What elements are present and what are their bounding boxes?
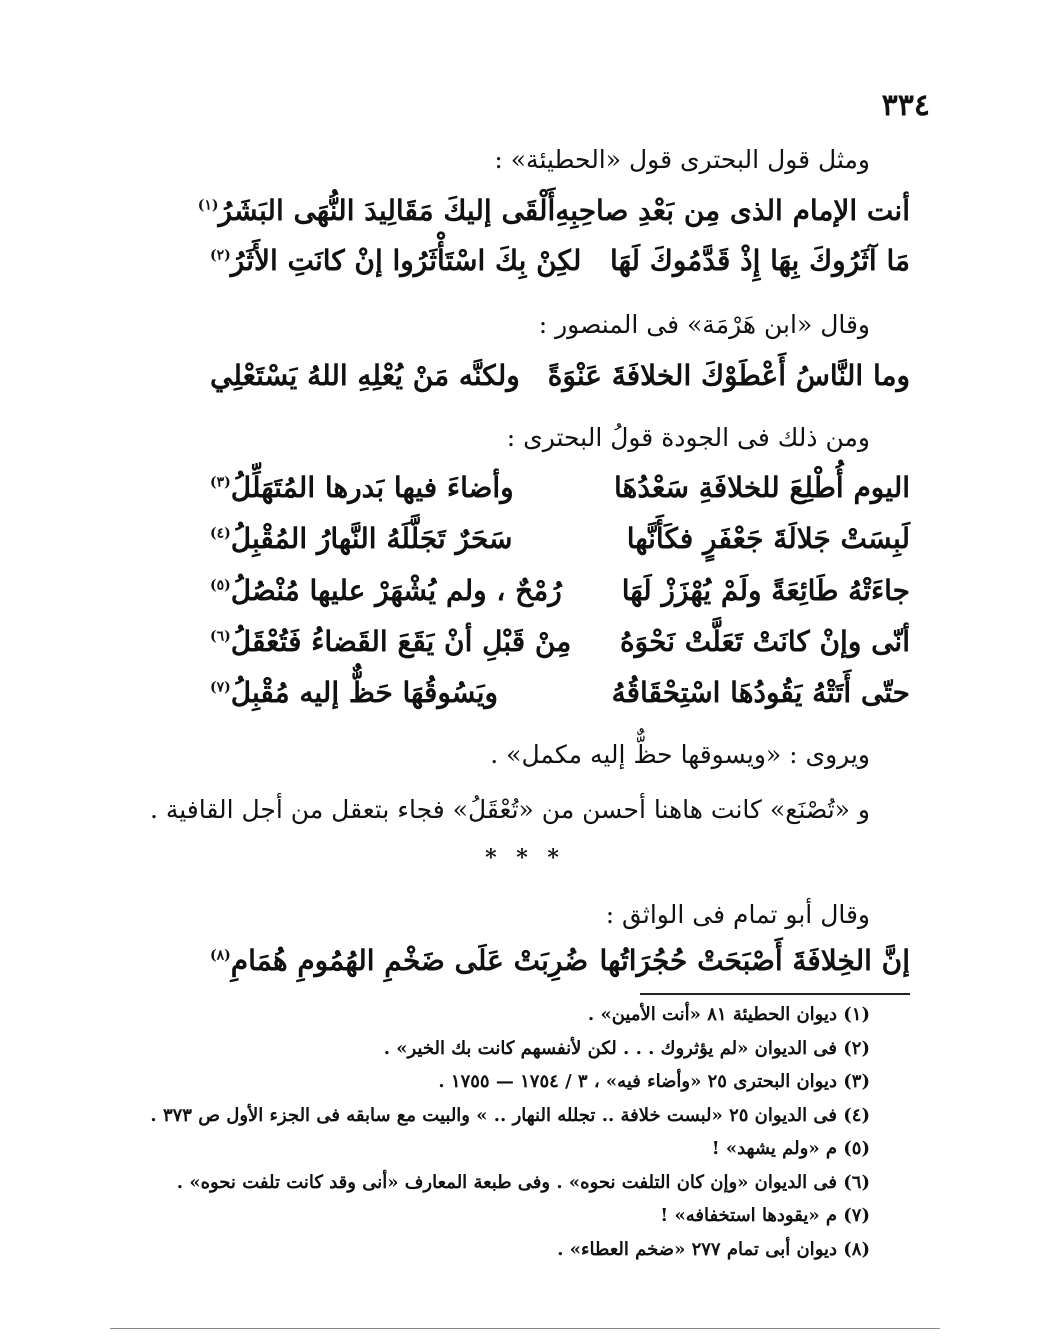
hemistich-text: مِنْ قَبْلِ أنْ يَقَعَ القَضاءُ فَتُعْقَلُ — [230, 624, 572, 658]
verse-1-2 — [210, 235, 910, 285]
verse-2-1 — [210, 350, 910, 400]
hemistich-second — [210, 574, 562, 607]
hemistich-first: أنّى وإنْ كانَتْ تَعَلَّتْ نَحْوَهُ — [620, 624, 910, 658]
footnote-marker: (٤) — [210, 525, 231, 542]
footnote-7: (٧) م «يقودها استخفافه» ! — [660, 1205, 870, 1226]
hemistich-second: ولكنَّه مَنْ يُعْلِهِ اللهُ يَسْتَعْلِي — [210, 358, 520, 392]
footnote-3: (٣) ديوان البحترى ٢٥ «وأضاء فيه» ، ٣ / ١٧٥٤ — ١٧٥٥ . — [438, 1071, 870, 1092]
hemistich-text: لكِنْ بِكَ اسْتَأْثَرُوا إنْ كانَتِ الأَثَرُ — [230, 243, 582, 277]
intro-ibn-harma: وقال «ابن هَرْمَة» فى المنصور : — [538, 310, 870, 339]
footnote-marker: (٦) — [210, 628, 231, 645]
footnote-marker: (٧) — [210, 679, 231, 696]
hemistich-text: وأضاءَ فيها بَدرها المُتَهَلِّلُ — [230, 470, 514, 504]
footnote-2: (٢) فى الديوان «لم يؤثروك . . . لكن لأنفسهم كانت بك الخير» . — [383, 1037, 870, 1059]
footnote-1: (١) ديوان الحطيئة ٨١ «أنت الأمين» . — [587, 1004, 870, 1025]
footnotes — [150, 998, 870, 1266]
hemistich-text: سَحَرٌ تَجَلَّلَهُ النَّهارُ المُقْبِلُ — [230, 521, 513, 555]
verse-3-1 — [210, 462, 910, 512]
verse-4-1 — [210, 935, 910, 985]
verse-3-4 — [210, 616, 910, 666]
hemistich-first: حتّى أَتَتْهُ يَقُودُهَا اسْتِحْقَاقُهُ — [611, 675, 910, 709]
footnote-divider — [640, 993, 910, 995]
hemistich-second — [210, 676, 498, 709]
hemistich-second — [210, 244, 581, 277]
hemistich-first: جاءَتْهُ طَائِعَةً ولَمْ يُهْزَزْ لَهَا — [621, 573, 910, 607]
footnote-marker: (٣) — [210, 474, 231, 491]
verse-3-3 — [210, 565, 910, 615]
intro-buhturi: ومن ذلك فى الجودة قولُ البحترى : — [506, 423, 870, 452]
hemistich-second — [210, 471, 514, 504]
intro-abu-tammam: وقال أبو تمام فى الواثق : — [605, 900, 870, 929]
hemistich-text: أَلْقَى إليكَ مَقَالِيدَ النُّهَى البَشَرُ — [218, 193, 556, 227]
hemistich-second — [198, 194, 556, 227]
footnote-marker: (٨) — [210, 947, 231, 964]
verse-1-1 — [197, 185, 910, 235]
hemistich-second — [210, 944, 588, 977]
footnote-marker: (١) — [197, 197, 219, 214]
commentary: و «تُصْنَع» كانت هاهنا أحسن من «تُعْقَلُ» فجاء بتعقل من أجل القافية . — [149, 795, 870, 824]
footnote-8: (٨) ديوان أبى تمام ٢٧٧ «ضخم العطاء» . — [557, 1238, 870, 1260]
page-number: ٣٣٤ — [881, 88, 930, 123]
variant-reading: ويروى : «ويسوقها حظٌّ إليه مكمل» . — [490, 740, 870, 769]
verse-3-2 — [210, 513, 910, 563]
footnote-5: (٥) م «ولم يشهد» ! — [711, 1138, 870, 1159]
intro-hutaya: ومثل قول البحترى قول «الحطيئة» : — [494, 145, 870, 174]
footnote-marker: (٥) — [210, 577, 231, 594]
hemistich-second — [210, 625, 571, 658]
hemistich-first: أنت الإمام الذى مِن بَعْدِ صاحِبِهِ — [555, 193, 910, 227]
hemistich-text: ضُرِبَتْ عَلَى ضَخْمِ الهُمُومِ هُمَامِ — [230, 943, 589, 977]
footnote-marker: (٢) — [210, 247, 231, 264]
hemistich-first: اليوم أُطْلِعَ للخلافَةِ سَعْدُهَا — [614, 470, 910, 504]
hemistich-first: إنَّ الخِلافَةَ أَصْبَحَتْ حُجُرَاتُها — [599, 943, 910, 977]
hemistich-text: رُمْحٌ ، ولم يُشْهَرْ عليها مُنْصُلُ — [230, 573, 562, 607]
hemistich-first: لَبِسَتْ جَلالَةَ جَعْفَرٍ فكَأَنَّها — [626, 521, 910, 555]
hemistich-first: مَا آثَرُوكَ بِهَا إِذْ قَدَّمُوكَ لَهَا — [610, 243, 910, 277]
hemistich-text: ويَسُوقُهَا حَظٌّ إليه مُقْبِلُ — [230, 675, 499, 709]
footnote-4: (٤) فى الديوان ٢٥ «لبست خلافة .. تجلله النهار .. » والبيت مع سابقه فى الجزء الأول ص ٣٧٣ . — [150, 1104, 870, 1126]
page-bottom-edge — [110, 1328, 940, 1329]
hemistich-first: وما النَّاسُ أَعْطَوْكَ الخلافَةَ عَنْوَةً — [547, 358, 910, 392]
footnote-6: (٦) فى الديوان «وإن كان التلفت نحوه» . وفى طبعة المعارف «أنى وقد كانت تلفت نحوه» . — [176, 1171, 870, 1193]
hemistich-second — [210, 522, 512, 555]
section-separator: * * * — [485, 845, 565, 871]
verse-3-5 — [210, 667, 910, 717]
